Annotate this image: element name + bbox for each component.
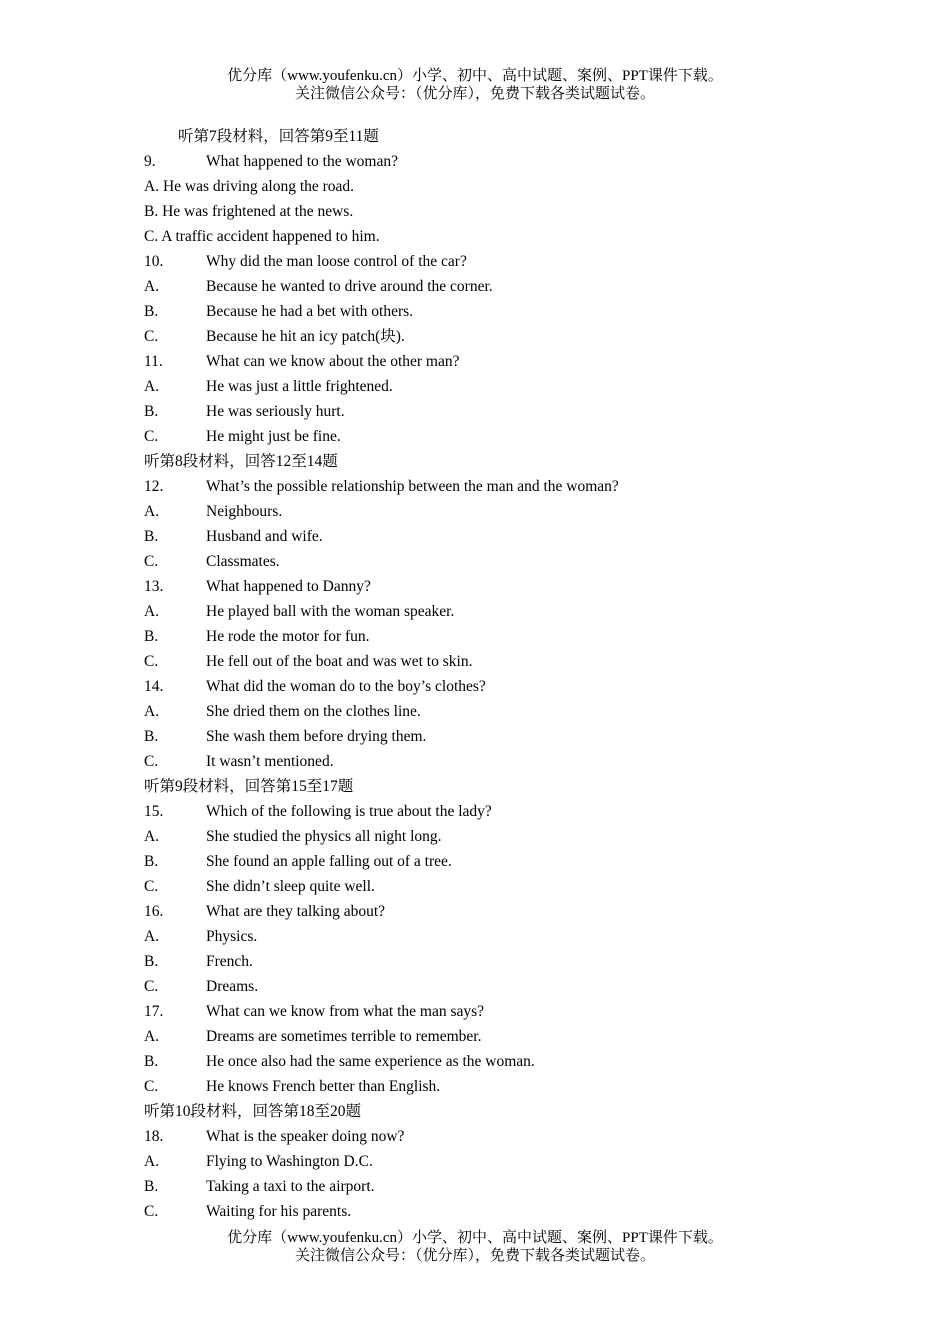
option-text: He fell out of the boat and was wet to skin. — [206, 653, 473, 670]
option-text: Flying to Washington D.C. — [206, 1153, 373, 1170]
option-letter: B. — [144, 303, 159, 320]
option-line — [144, 524, 904, 549]
question-line — [144, 799, 904, 824]
option-text: Classmates. — [206, 553, 280, 570]
option-text: C. A traffic accident happened to him. — [144, 228, 380, 245]
header-line-2: 关注微信公众号：（优分库），免费下载各类试题试卷。 — [294, 86, 655, 102]
question-list — [144, 124, 904, 1224]
option-text: She studied the physics all night long. — [206, 828, 442, 845]
question-number: 13. — [144, 578, 164, 595]
question-text: What are they talking about? — [206, 903, 386, 920]
header-line-1: 优分库（www.youfenku.cn）小学、初中、高中试题、案例、PPT课件下载。 — [227, 68, 723, 84]
section-heading-text: 听第7段材料，回答第9至11题 — [178, 128, 379, 145]
section-heading-text: 听第8段材料，回答12至14题 — [144, 453, 338, 470]
option-line — [144, 399, 904, 424]
option-text: She didn’t sleep quite well. — [206, 878, 375, 895]
question-number: 17. — [144, 1003, 164, 1020]
option-text: B. He was frightened at the news. — [144, 203, 354, 220]
option-line — [144, 724, 904, 749]
option-text: He was seriously hurt. — [206, 403, 345, 420]
option-letter: B. — [144, 528, 159, 545]
option-text: He once also had the same experience as the woman. — [206, 1053, 535, 1070]
footer-line-2: 关注微信公众号：（优分库），免费下载各类试题试卷。 — [294, 1248, 655, 1264]
question-line — [144, 574, 904, 599]
question-line — [144, 999, 904, 1024]
option-letter: C. — [144, 428, 159, 445]
option-letter: A. — [144, 378, 160, 395]
option-letter: A. — [144, 1153, 160, 1170]
question-line — [144, 1124, 904, 1149]
option-text: Dreams. — [206, 978, 259, 995]
option-letter: B. — [144, 403, 159, 420]
option-line — [144, 949, 904, 974]
question-number: 12. — [144, 478, 164, 495]
option-letter: B. — [144, 953, 159, 970]
option-letter: C. — [144, 328, 159, 345]
option-text: He might just be fine. — [206, 428, 341, 445]
option-text: Physics. — [206, 928, 258, 945]
option-letter: B. — [144, 1178, 159, 1195]
option-line — [144, 1199, 904, 1224]
option-line — [144, 974, 904, 999]
option-text: A. He was driving along the road. — [144, 178, 355, 195]
option-letter: C. — [144, 1203, 159, 1220]
section-heading — [144, 774, 904, 799]
option-text: He rode the motor for fun. — [206, 628, 370, 645]
option-line — [144, 1149, 904, 1174]
option-text: He was just a little frightened. — [206, 378, 393, 395]
option-letter: A. — [144, 703, 160, 720]
option-text: She dried them on the clothes line. — [206, 703, 421, 720]
option-text: Because he wanted to drive around the corner. — [206, 278, 493, 295]
option-text: Neighbours. — [206, 503, 283, 520]
question-number: 16. — [144, 903, 164, 920]
option-text: She found an apple falling out of a tree. — [206, 853, 452, 870]
option-line — [144, 924, 904, 949]
question-number: 11. — [144, 353, 163, 370]
section-heading — [144, 124, 904, 149]
option-text: Because he hit an icy patch(块). — [206, 328, 405, 345]
option-line — [144, 374, 904, 399]
option-letter: C. — [144, 753, 159, 770]
option-text: French. — [206, 953, 253, 970]
question-text: What’s the possible relationship between the man and the woman? — [206, 478, 619, 495]
question-line — [144, 249, 904, 274]
option-line — [144, 624, 904, 649]
option-line — [144, 1074, 904, 1099]
question-text: What is the speaker doing now? — [206, 1128, 405, 1145]
question-line — [144, 349, 904, 374]
option-letter: B. — [144, 853, 159, 870]
option-line — [144, 274, 904, 299]
option-letter: A. — [144, 1028, 160, 1045]
question-text: What happened to Danny? — [206, 578, 371, 595]
option-line — [144, 424, 904, 449]
option-letter: B. — [144, 728, 159, 745]
option-letter: A. — [144, 828, 160, 845]
option-letter: B. — [144, 628, 159, 645]
option-line — [144, 549, 904, 574]
option-letter: B. — [144, 1053, 159, 1070]
option-line — [144, 824, 904, 849]
option-line — [144, 174, 904, 199]
option-line — [144, 224, 904, 249]
question-line — [144, 674, 904, 699]
page-header — [0, 67, 950, 103]
option-line — [144, 299, 904, 324]
option-line — [144, 499, 904, 524]
question-number: 9. — [144, 153, 156, 170]
option-letter: C. — [144, 878, 159, 895]
option-letter: A. — [144, 278, 160, 295]
option-text: Because he had a bet with others. — [206, 303, 414, 320]
option-text: Taking a taxi to the airport. — [206, 1178, 375, 1195]
option-letter: C. — [144, 553, 159, 570]
option-text: He played ball with the woman speaker. — [206, 603, 455, 620]
option-text: He knows French better than English. — [206, 1078, 441, 1095]
question-line — [144, 899, 904, 924]
section-heading — [144, 449, 904, 474]
option-letter: C. — [144, 1078, 159, 1095]
option-letter: C. — [144, 978, 159, 995]
option-letter: A. — [144, 928, 160, 945]
question-text: What can we know about the other man? — [206, 353, 460, 370]
option-line — [144, 649, 904, 674]
option-text: It wasn’t mentioned. — [206, 753, 334, 770]
section-heading-text: 听第10段材料，回答第18至20题 — [144, 1103, 362, 1120]
question-number: 18. — [144, 1128, 164, 1145]
question-text: Why did the man loose control of the car? — [206, 253, 467, 270]
option-line — [144, 1174, 904, 1199]
option-text: Dreams are sometimes terrible to remember. — [206, 1028, 482, 1045]
option-line — [144, 324, 904, 349]
option-line — [144, 699, 904, 724]
question-line — [144, 474, 904, 499]
option-line — [144, 1024, 904, 1049]
question-number: 14. — [144, 678, 164, 695]
option-line — [144, 849, 904, 874]
question-text: What happened to the woman? — [206, 153, 398, 170]
section-heading-text: 听第9段材料，回答第15至17题 — [144, 778, 354, 795]
option-letter: A. — [144, 503, 160, 520]
option-text: Waiting for his parents. — [206, 1203, 352, 1220]
question-text: Which of the following is true about the lady? — [206, 803, 492, 820]
section-heading — [144, 1099, 904, 1124]
question-number: 15. — [144, 803, 164, 820]
question-line — [144, 149, 904, 174]
option-text: She wash them before drying them. — [206, 728, 427, 745]
option-letter: C. — [144, 653, 159, 670]
option-text: Husband and wife. — [206, 528, 323, 545]
option-line — [144, 1049, 904, 1074]
option-line — [144, 874, 904, 899]
option-line — [144, 599, 904, 624]
option-line — [144, 199, 904, 224]
question-text: What did the woman do to the boy’s clothes? — [206, 678, 486, 695]
page-footer — [0, 1229, 950, 1265]
option-letter: A. — [144, 603, 160, 620]
footer-line-1: 优分库（www.youfenku.cn）小学、初中、高中试题、案例、PPT课件下载。 — [227, 1230, 723, 1246]
question-text: What can we know from what the man says? — [206, 1003, 485, 1020]
option-line — [144, 749, 904, 774]
question-number: 10. — [144, 253, 164, 270]
